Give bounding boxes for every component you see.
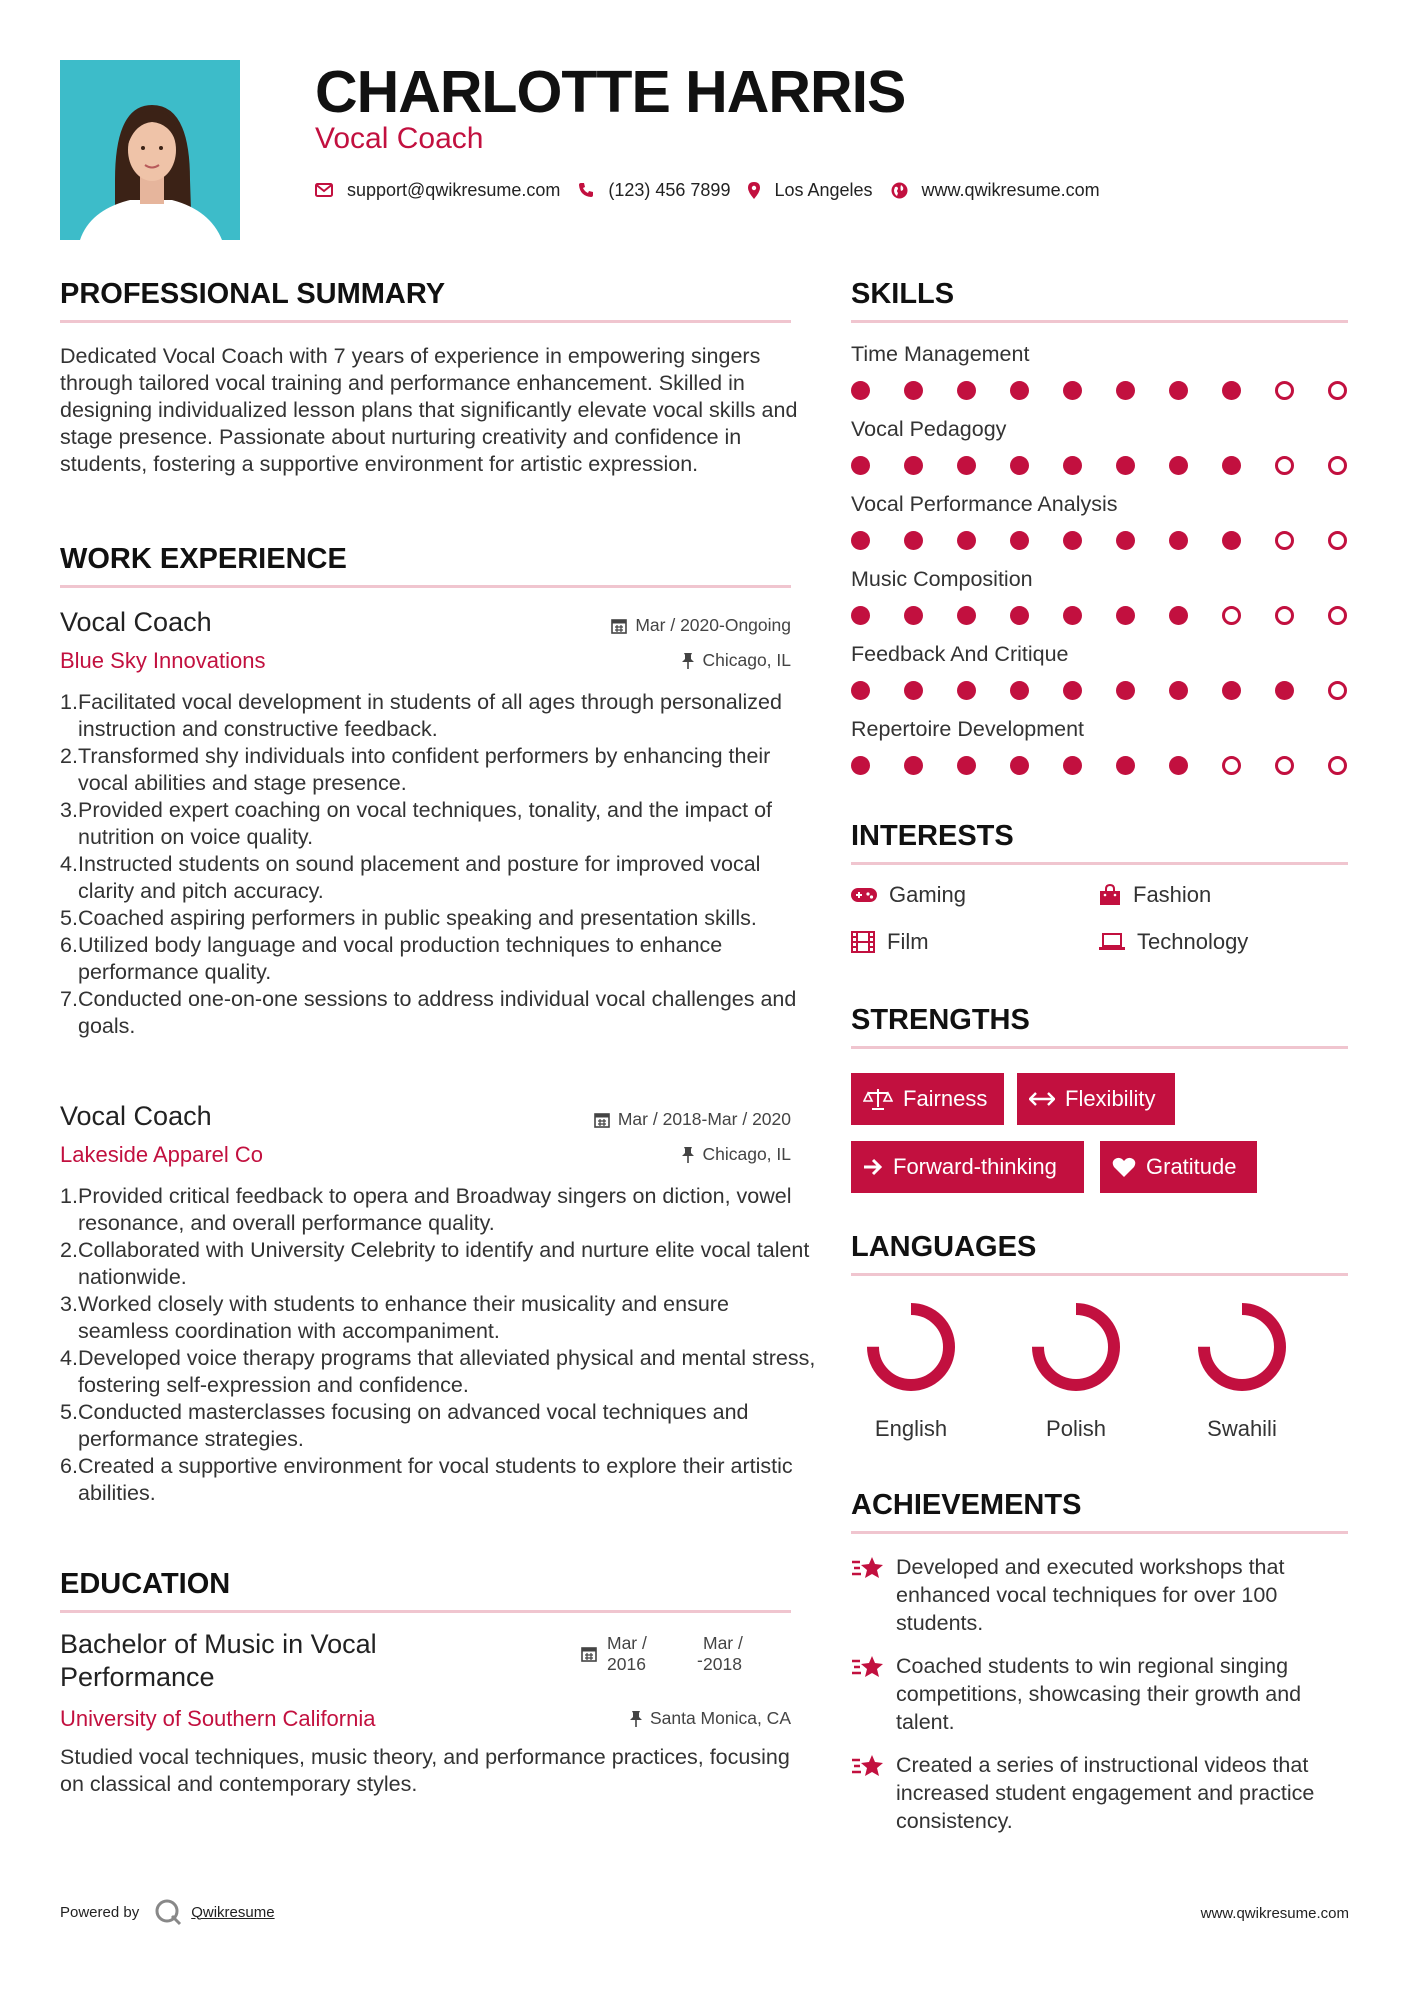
arrow-right-icon [863, 1158, 883, 1176]
job-title: Vocal Coach [60, 607, 212, 637]
skill-dot-filled [851, 381, 870, 400]
powered-by [60, 1897, 275, 1927]
skills-heading: SKILLS [851, 278, 955, 310]
skill-dot-empty [1328, 456, 1347, 475]
achievement-item [851, 1751, 1356, 1835]
job-date-text: Mar / 2020-Ongoing [635, 615, 791, 635]
job-bullet: 3. Provided expert coaching on vocal techniques, tonality, and the impact of nutrition on voice quality. [60, 798, 772, 849]
calendar-icon [594, 1112, 610, 1128]
skill-rating [851, 456, 1351, 476]
map-pin-icon [748, 182, 760, 199]
school-name: University of Southern California [60, 1706, 376, 1731]
pushpin-icon [630, 1710, 642, 1727]
strength-label: Forward-thinking [893, 1154, 1057, 1179]
strength-chip [851, 1141, 1084, 1193]
skill-name: Time Management [851, 342, 1030, 366]
education-start-year: 2016 [607, 1654, 646, 1674]
summary-divider [60, 320, 791, 323]
skill-dot-filled [851, 681, 870, 700]
language-progress-ring [1197, 1302, 1287, 1392]
heart-icon [1112, 1157, 1136, 1178]
candidate-title: Vocal Coach [315, 122, 484, 155]
skill-dot-filled [1010, 381, 1029, 400]
job-bullet: 5. Conducted masterclasses focusing on advanced vocal techniques and performance strategies. [60, 1400, 749, 1451]
job-bullet: 1. Provided critical feedback to opera and Broadway singers on diction, vowel resonance, and overall performance quality. [60, 1184, 792, 1235]
interests-heading: INTERESTS [851, 820, 1014, 852]
contact-website-text: www.qwikresume.com [921, 179, 1100, 200]
education-end-year: 2018 [703, 1654, 742, 1674]
education-heading: EDUCATION [60, 1568, 231, 1600]
contact-phone[interactable] [578, 180, 730, 201]
skill-dot-filled [904, 606, 923, 625]
contact-email[interactable] [315, 180, 560, 201]
job-bullet: 2. Transformed shy individuals into confident performers by enhancing their vocal abilities and stage presence. [60, 744, 771, 795]
skill-name: Repertoire Development [851, 717, 1085, 741]
skill-dot-empty [1275, 456, 1294, 475]
interests-divider [851, 862, 1348, 865]
skill-rating [851, 681, 1351, 701]
skill-dot-filled [957, 756, 976, 775]
skill-dot-empty [1328, 531, 1347, 550]
skill-dot-empty [1275, 381, 1294, 400]
skill-dot-filled [1169, 381, 1188, 400]
language-label: Polish [1046, 1416, 1106, 1441]
job-bullet: 2. Collaborated with University Celebrity to identify and nurture elite vocal talent nationwide. [60, 1238, 810, 1289]
job-bullet: 4. Instructed students on sound placement and posture for improved vocal clarity and pitch accuracy. [60, 852, 761, 903]
job-bullet-list [60, 1183, 820, 1507]
skill-dot-filled [904, 756, 923, 775]
interest-item [1099, 882, 1211, 908]
skill-dot-empty [1328, 681, 1347, 700]
interest-item [851, 882, 966, 908]
candidate-name: CHARLOTTE HARRIS [315, 59, 906, 125]
profile-photo [60, 60, 240, 240]
strength-chip [1100, 1141, 1257, 1193]
gamepad-icon [851, 887, 877, 903]
shooting-star-icon [851, 1555, 885, 1581]
interest-label: Gaming [889, 882, 967, 907]
skill-dot-filled [957, 681, 976, 700]
job-location [682, 1144, 791, 1165]
language-label: Swahili [1207, 1416, 1277, 1441]
skill-dot-empty [1275, 756, 1294, 775]
skill-dot-filled [1010, 606, 1029, 625]
experience-heading: WORK EXPERIENCE [60, 543, 347, 575]
skill-dot-filled [1222, 681, 1241, 700]
skill-name: Feedback And Critique [851, 642, 1069, 666]
skill-dot-filled [1063, 606, 1082, 625]
contact-location [748, 180, 872, 201]
skill-dot-filled [957, 456, 976, 475]
job-title: Vocal Coach [60, 1101, 212, 1131]
skill-dot-filled [1169, 606, 1188, 625]
interest-label: Technology [1137, 929, 1249, 954]
scale-icon [863, 1088, 893, 1110]
education-location [630, 1708, 791, 1729]
skill-dot-filled [957, 381, 976, 400]
skill-dot-filled [1116, 606, 1135, 625]
phone-icon [578, 182, 594, 198]
job-bullet: 1. Facilitated vocal development in students of all ages through personalized instruction and constructive feedback. [60, 690, 782, 741]
skill-name: Vocal Performance Analysis [851, 492, 1118, 516]
education-end-date [703, 1633, 743, 1675]
job-location [682, 650, 791, 671]
brand-link[interactable]: Qwikresume [191, 1903, 275, 1921]
skills-divider [851, 320, 1348, 323]
job-bullet: 3. Worked closely with students to enhance their musicality and ensure seamless coordination with accompaniment. [60, 1292, 729, 1343]
skill-dot-filled [851, 456, 870, 475]
skill-dot-empty [1222, 756, 1241, 775]
contact-bar [315, 178, 1118, 202]
job-bullet: 4. Developed voice therapy programs that alleviated physical and mental stress, fostering self-expression and confidence. [60, 1346, 816, 1397]
degree-title: Bachelor of Music in Vocal Performance [60, 1629, 377, 1692]
achievement-text: Coached students to win regional singing competitions, showcasing their growth and talent. [896, 1654, 1302, 1734]
skill-dot-filled [1116, 381, 1135, 400]
skill-dot-filled [1063, 756, 1082, 775]
languages-divider [851, 1273, 1348, 1276]
envelope-icon [315, 183, 333, 197]
strength-label: Fairness [903, 1086, 988, 1111]
strengths-heading: STRENGTHS [851, 1004, 1030, 1036]
strength-chip [851, 1073, 1004, 1125]
strengths-divider [851, 1046, 1348, 1049]
job-bullet: 6. Utilized body language and vocal production techniques to enhance performance quality. [60, 933, 723, 984]
education-description: Studied vocal techniques, music theory, and performance practices, focusing on classical and contemporary styles. [60, 1745, 790, 1796]
skill-dot-empty [1222, 606, 1241, 625]
job-bullet: 5. Coached aspiring performers in public speaking and presentation skills. [60, 906, 757, 930]
skill-dot-filled [904, 681, 923, 700]
footer-website[interactable]: www.qwikresume.com [1200, 1905, 1349, 1922]
job-date [594, 1109, 791, 1130]
skill-dot-filled [1010, 681, 1029, 700]
education-start-month: Mar / [607, 1633, 647, 1653]
pushpin-icon [682, 652, 694, 669]
strength-label: Flexibility [1065, 1086, 1156, 1111]
skill-dot-filled [904, 531, 923, 550]
skill-dot-empty [1328, 606, 1347, 625]
shooting-star-icon [851, 1654, 885, 1680]
skill-dot-filled [1063, 681, 1082, 700]
skill-dot-filled [1222, 381, 1241, 400]
job-bullet: 7. Conducted one-on-one sessions to address individual vocal challenges and goals. [60, 987, 797, 1038]
skill-rating [851, 381, 1351, 401]
skill-name: Music Composition [851, 567, 1033, 591]
film-icon [851, 931, 875, 953]
strength-chip [1017, 1073, 1175, 1125]
skill-dot-filled [1063, 456, 1082, 475]
education-end-month: Mar / [703, 1633, 743, 1653]
skill-name: Vocal Pedagogy [851, 417, 1007, 441]
skill-dot-filled [1116, 531, 1135, 550]
job-bullet: 6. Created a supportive environment for vocal students to explore their artistic abilities. [60, 1454, 793, 1505]
job-company: Blue Sky Innovations [60, 648, 266, 673]
language-progress-ring [866, 1302, 956, 1392]
achievement-text: Developed and executed workshops that enhanced vocal techniques for over 100 students. [896, 1555, 1285, 1635]
skill-dot-filled [904, 456, 923, 475]
shooting-star-icon [851, 1753, 885, 1779]
skill-rating [851, 756, 1351, 776]
skill-dot-empty [1275, 606, 1294, 625]
skill-dot-empty [1328, 381, 1347, 400]
job-company: Lakeside Apparel Co [60, 1142, 264, 1167]
interest-label: Fashion [1133, 882, 1212, 907]
strength-label: Gratitude [1146, 1154, 1237, 1179]
skill-dot-filled [904, 381, 923, 400]
skill-dot-filled [1222, 456, 1241, 475]
skill-dot-filled [1063, 381, 1082, 400]
skill-dot-filled [1169, 531, 1188, 550]
skill-rating [851, 606, 1351, 626]
skill-dot-filled [1010, 456, 1029, 475]
language-progress-ring [1031, 1302, 1121, 1392]
summary-heading: PROFESSIONAL SUMMARY [60, 278, 446, 310]
language-item [846, 1302, 976, 1442]
interest-item [851, 929, 929, 955]
calendar-icon [611, 618, 627, 634]
languages-heading: LANGUAGES [851, 1231, 1037, 1263]
achievement-text: Created a series of instructional videos that increased student engagement and practice consistency. [896, 1753, 1315, 1833]
skill-dot-empty [1328, 756, 1347, 775]
job-date [611, 615, 791, 636]
skill-dot-filled [851, 606, 870, 625]
language-label: English [874, 1416, 948, 1441]
skill-dot-empty [1275, 531, 1294, 550]
achievement-item [851, 1553, 1356, 1637]
skill-dot-filled [957, 531, 976, 550]
summary-text: Dedicated Vocal Coach with 7 years of experience in empowering singers through tailored vocal training and performance enhancement. Skilled in designing individualized lesson plans that significantly elevate vocal skills and stage presence. Passionate about nurturing creativity and confidence in students, fostering a supportive environment for artistic expression. [60, 344, 798, 476]
skill-dot-filled [851, 531, 870, 550]
skill-dot-filled [1010, 756, 1029, 775]
achievements-heading: ACHIEVEMENTS [851, 1489, 1082, 1521]
job-bullet-list [60, 689, 820, 1040]
skill-dot-filled [1169, 681, 1188, 700]
powered-by-text: Powered by [60, 1903, 140, 1921]
skill-dot-filled [1222, 531, 1241, 550]
skill-dot-filled [851, 756, 870, 775]
interest-item [1099, 929, 1248, 955]
skill-dot-filled [957, 606, 976, 625]
arrows-horizontal-icon [1029, 1092, 1055, 1106]
job-location-text: Chicago, IL [702, 1144, 791, 1164]
calendar-icon [581, 1646, 597, 1662]
globe-icon [891, 182, 908, 199]
skill-dot-filled [1010, 531, 1029, 550]
education-start-date [607, 1633, 647, 1675]
skill-dot-filled [1275, 681, 1294, 700]
language-item [1177, 1302, 1307, 1442]
experience-divider [60, 585, 791, 588]
interest-label: Film [887, 929, 929, 954]
education-location-text: Santa Monica, CA [649, 1708, 791, 1728]
achievements-divider [851, 1531, 1348, 1534]
skill-dot-filled [1116, 681, 1135, 700]
language-item [1011, 1302, 1141, 1442]
contact-location-text: Los Angeles [774, 179, 873, 200]
job-location-text: Chicago, IL [702, 650, 791, 670]
skill-dot-filled [1169, 756, 1188, 775]
shopping-bag-icon [1099, 884, 1121, 906]
contact-email-text: support@qwikresume.com [347, 179, 561, 200]
pushpin-icon [682, 1146, 694, 1163]
education-date-dash: - [697, 1650, 703, 1670]
education-divider [60, 1610, 791, 1613]
skill-dot-filled [1169, 456, 1188, 475]
skill-rating [851, 531, 1351, 551]
skill-dot-filled [1116, 456, 1135, 475]
skill-dot-filled [1063, 531, 1082, 550]
qwikresume-logo-icon [153, 1897, 183, 1927]
achievement-item [851, 1652, 1356, 1736]
job-date-text: Mar / 2018-Mar / 2020 [617, 1109, 791, 1129]
contact-phone-text: (123) 456 7899 [608, 179, 731, 200]
skill-dot-filled [1116, 756, 1135, 775]
laptop-icon [1099, 933, 1125, 951]
contact-website[interactable] [891, 180, 1100, 201]
